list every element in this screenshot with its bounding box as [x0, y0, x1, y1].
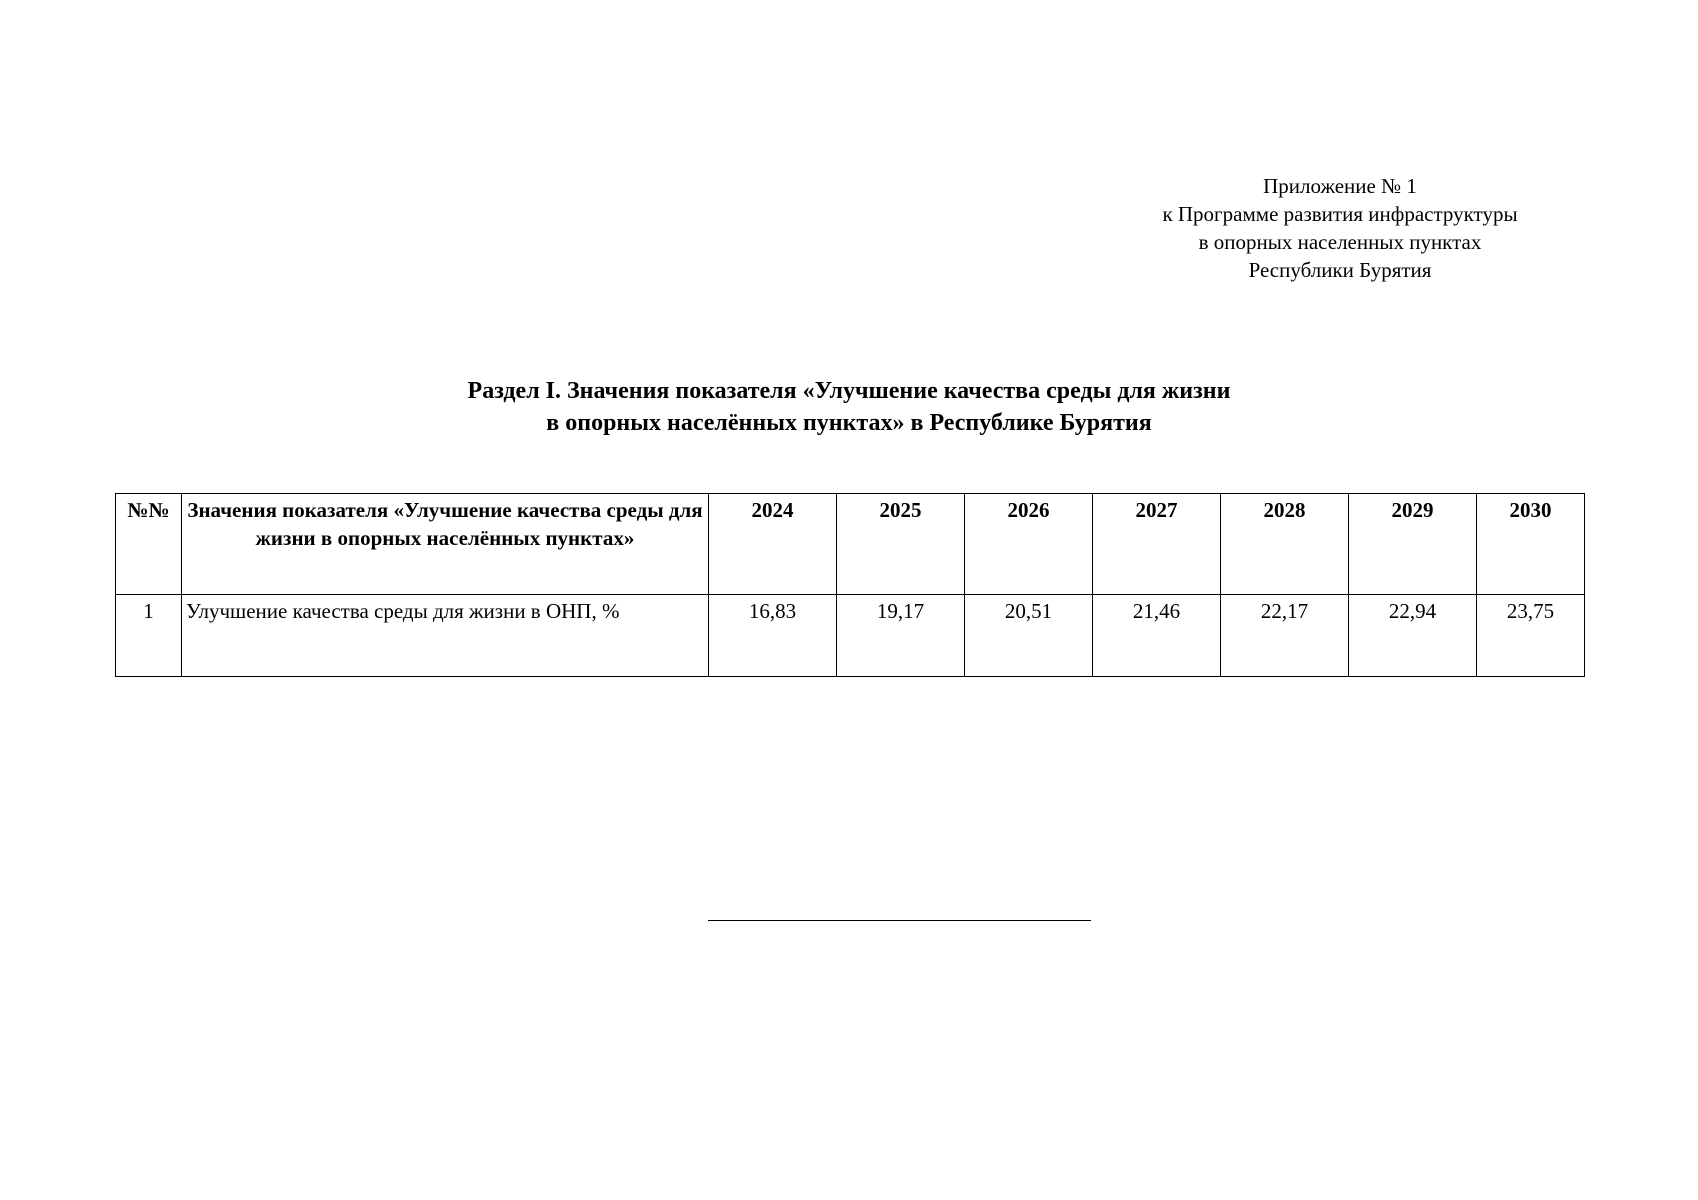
header-year: 2028 — [1221, 494, 1349, 595]
section-title-line: Раздел I. Значения показателя «Улучшение качества среды для жизни — [467, 378, 1231, 404]
row-value: 22,94 — [1349, 595, 1477, 677]
header-year: 2030 — [1477, 494, 1585, 595]
header-year: 2025 — [837, 494, 965, 595]
row-value: 19,17 — [837, 595, 965, 677]
row-value: 21,46 — [1093, 595, 1221, 677]
row-value: 16,83 — [709, 595, 837, 677]
header-year: 2026 — [965, 494, 1093, 595]
row-value: 22,17 — [1221, 595, 1349, 677]
indicators-table — [115, 493, 1585, 677]
header-year: 2024 — [709, 494, 837, 595]
section-title-line: в опорных населённых пунктах» в Республике Бурятия — [546, 410, 1152, 436]
row-value: 20,51 — [965, 595, 1093, 677]
row-value: 23,75 — [1477, 595, 1585, 677]
annex-line: к Программе развития инфраструктуры — [1162, 202, 1518, 226]
header-number: №№ — [116, 494, 182, 595]
header-year: 2027 — [1093, 494, 1221, 595]
section-title — [200, 375, 1498, 439]
annex-line: в опорных населенных пунктах — [1198, 230, 1482, 254]
table-header-row — [116, 494, 1585, 595]
table-row — [116, 595, 1585, 677]
row-number: 1 — [116, 595, 182, 677]
annex-header — [1080, 172, 1600, 284]
annex-line: Приложение № 1 — [1263, 174, 1417, 198]
footer-divider — [708, 920, 1091, 921]
row-indicator-name: Улучшение качества среды для жизни в ОНП, % — [182, 595, 709, 677]
annex-line: Республики Бурятия — [1248, 258, 1432, 282]
header-year: 2029 — [1349, 494, 1477, 595]
header-indicator: Значения показателя «Улучшение качества среды для жизни в опорных населённых пунктах» — [182, 494, 709, 595]
